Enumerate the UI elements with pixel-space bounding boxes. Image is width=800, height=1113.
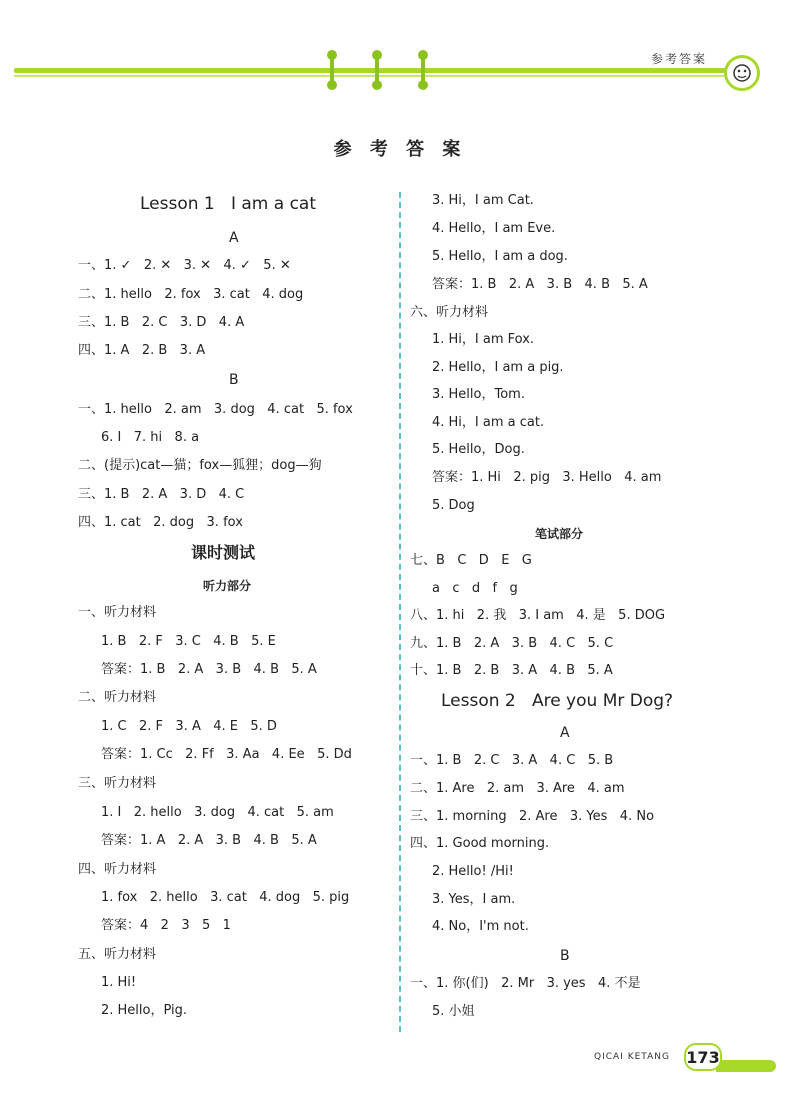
answer-line: 5. Hello，Dog.: [432, 442, 525, 457]
mascot-icon: [724, 55, 760, 91]
section-heading: 课时测试: [191, 543, 256, 562]
binder-clip-icon: [418, 50, 428, 90]
section-heading: Lesson 2 Are you Mr Dog?: [441, 691, 674, 711]
page-number: 173: [684, 1043, 722, 1071]
answer-line: 一、听力材料: [78, 605, 157, 620]
answer-line: 答案：4 2 3 5 1: [101, 918, 231, 933]
answer-line: 三、听力材料: [78, 776, 157, 791]
section-heading: B: [560, 948, 570, 964]
section-heading: B: [229, 372, 239, 388]
answer-line: 1. Hi!: [101, 975, 137, 990]
answer-line: 七、B C D E G: [410, 553, 532, 568]
answer-line: 九、1. B 2. A 3. B 4. C 5. C: [410, 636, 614, 651]
answer-line: 一、1. 你(们) 2. Mr 3. yes 4. 不是: [410, 976, 641, 991]
answer-line: 二、(提示)cat—猫；fox—狐狸；dog—狗: [78, 458, 322, 473]
answer-line: 2. Hello，I am a pig.: [432, 360, 564, 375]
answer-line: 4. Hello，I am Eve.: [432, 221, 556, 236]
answer-line: 五、听力材料: [78, 947, 157, 962]
answer-line: 四、1. Good morning.: [410, 836, 550, 851]
answer-line: 6. I 7. hi 8. a: [101, 430, 200, 445]
section-heading: A: [560, 725, 570, 741]
answer-line: 1. I 2. hello 3. dog 4. cat 5. am: [101, 805, 334, 820]
answer-line: 四、听力材料: [78, 862, 157, 877]
column-divider: [399, 192, 401, 1032]
answer-line: 5. 小姐: [432, 1004, 475, 1019]
answer-line: 2. Hello! /Hi!: [432, 864, 514, 879]
answer-line: 三、1. B 2. C 3. D 4. A: [78, 315, 245, 330]
section-heading: 笔试部分: [535, 527, 584, 541]
binder-clip-icon: [327, 50, 337, 90]
section-heading: 听力部分: [203, 579, 252, 593]
answer-line: 4. No，I'm not.: [432, 919, 529, 934]
footer-swoosh: [716, 1060, 776, 1072]
answer-line: 1. B 2. F 3. C 4. B 5. E: [101, 634, 276, 649]
answer-line: 一、1. hello 2. am 3. dog 4. cat 5. fox: [78, 402, 353, 417]
answer-line: 1. C 2. F 3. A 4. E 5. D: [101, 719, 277, 734]
page-title: 参 考 答 案: [333, 139, 467, 160]
answer-line: 三、1. B 2. A 3. D 4. C: [78, 487, 245, 502]
answer-line: 5. Dog: [432, 498, 475, 513]
answer-line: 答案：1. B 2. A 3. B 4. B 5. A: [432, 277, 648, 292]
answer-line: 十、1. B 2. B 3. A 4. B 5. A: [410, 663, 613, 678]
answer-line: 八、1. hi 2. 我 3. I am 4. 是 5. DOG: [410, 608, 666, 623]
answer-line: 5. Hello，I am a dog.: [432, 249, 568, 264]
answer-line: 答案：1. B 2. A 3. B 4. B 5. A: [101, 662, 317, 677]
answer-line: 2. Hello，Pig.: [101, 1003, 188, 1018]
header-label: 参考答案: [651, 52, 708, 66]
answer-line: a c d f g: [432, 581, 518, 596]
answer-line: 1. fox 2. hello 3. cat 4. dog 5. pig: [101, 890, 350, 905]
answer-line: 3. Yes，I am.: [432, 892, 516, 907]
answer-line: 三、1. morning 2. Are 3. Yes 4. No: [410, 809, 655, 824]
answer-line: 一、1. ✓ 2. ✕ 3. ✕ 4. ✓ 5. ✕: [78, 258, 291, 273]
answer-line: 二、听力材料: [78, 690, 157, 705]
section-heading: Lesson 1 I am a cat: [140, 194, 317, 214]
answer-line: 答案：1. Hi 2. pig 3. Hello 4. am: [432, 470, 662, 485]
answer-line: 3. Hi，I am Cat.: [432, 193, 534, 208]
answer-line: 二、1. Are 2. am 3. Are 4. am: [410, 781, 625, 796]
answer-line: 四、1. cat 2. dog 3. fox: [78, 515, 243, 530]
binder-clip-icon: [372, 50, 382, 90]
answer-line: 4. Hi，I am a cat.: [432, 415, 545, 430]
answer-line: 一、1. B 2. C 3. A 4. C 5. B: [410, 753, 614, 768]
answer-line: 二、1. hello 2. fox 3. cat 4. dog: [78, 287, 304, 302]
answer-line: 四、1. A 2. B 3. A: [78, 343, 206, 358]
answer-line: 六、听力材料: [410, 305, 489, 320]
answer-line: 答案：1. A 2. A 3. B 4. B 5. A: [101, 833, 317, 848]
answer-line: 答案：1. Cc 2. Ff 3. Aa 4. Ee 5. Dd: [101, 747, 352, 762]
answer-line: 3. Hello，Tom.: [432, 387, 525, 402]
answer-line: 1. Hi，I am Fox.: [432, 332, 535, 347]
section-heading: A: [229, 230, 239, 246]
footer-brand: QICAI KETANG: [594, 1052, 670, 1062]
